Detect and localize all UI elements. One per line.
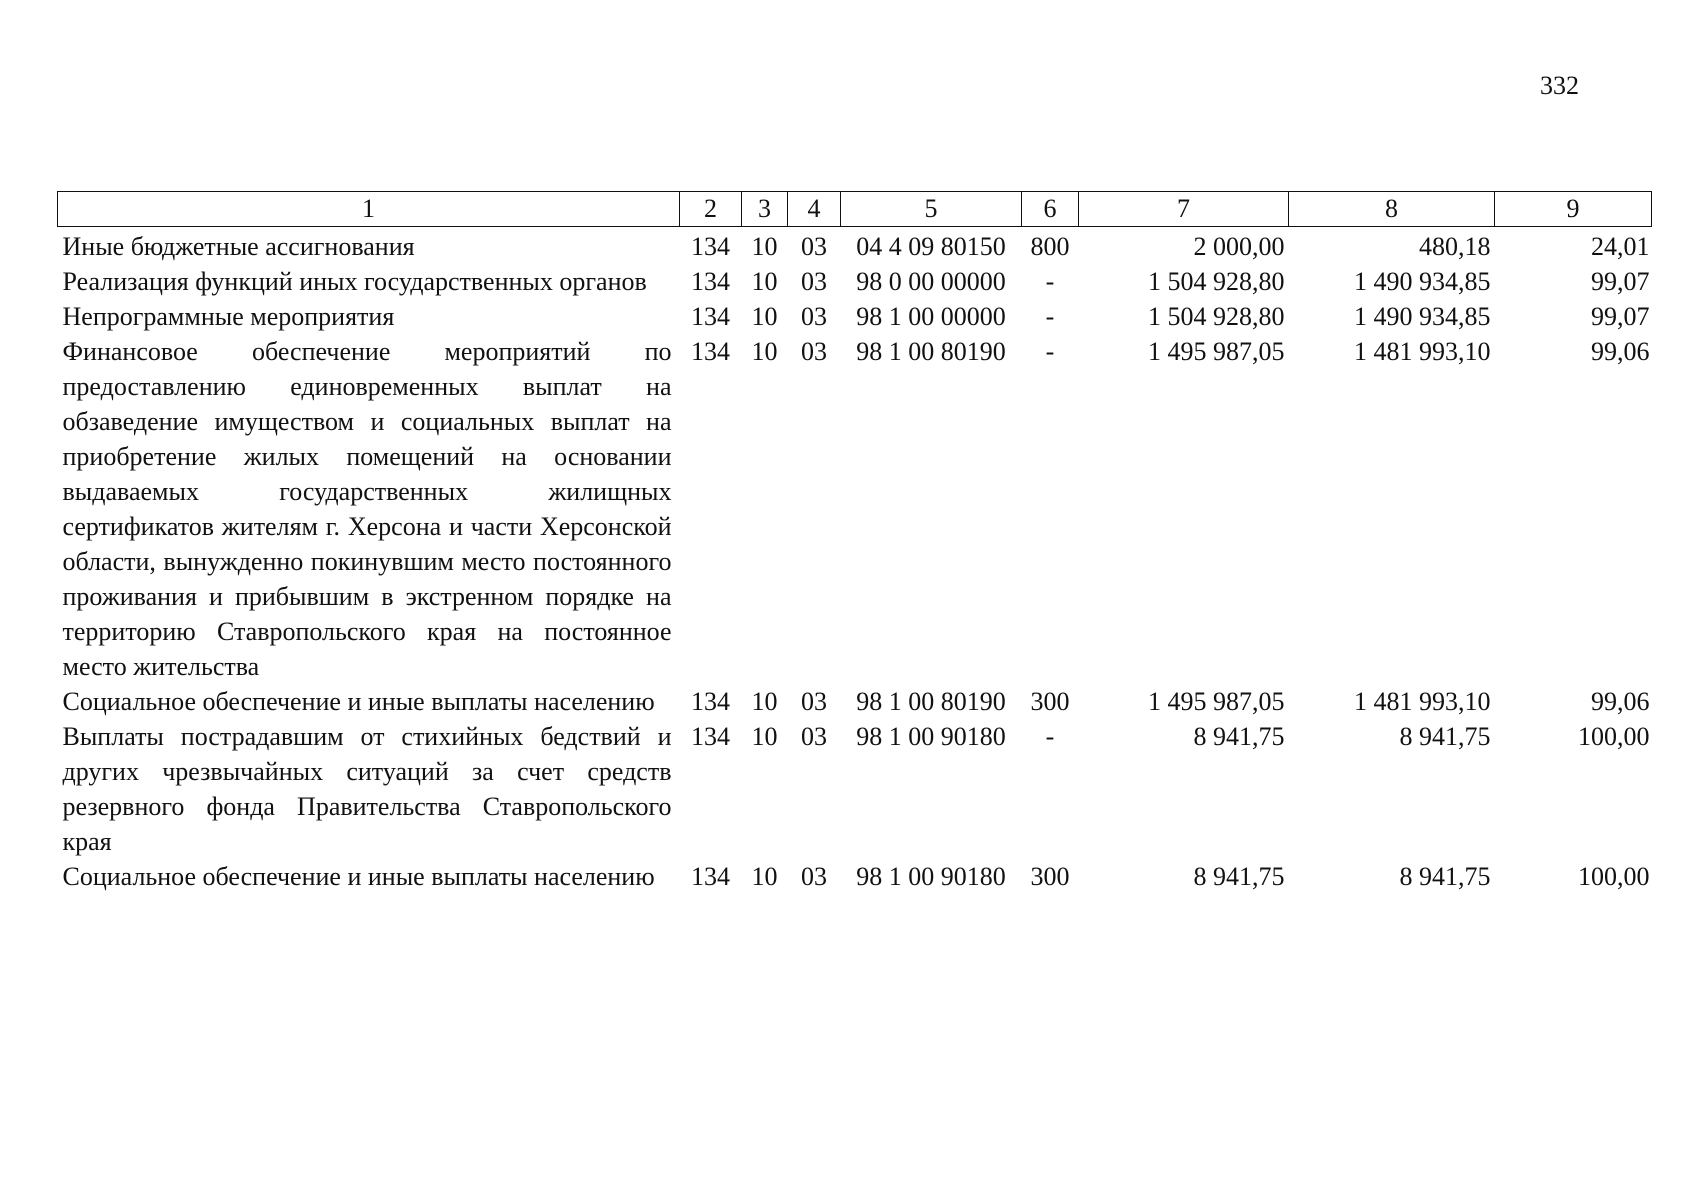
- row-actual: 1 490 934,85: [1354, 302, 1491, 331]
- row-planned: 8 941,75: [1193, 862, 1285, 891]
- row-percent: 24,01: [1591, 232, 1650, 261]
- row-expense-type: 300: [1030, 862, 1070, 891]
- row-planned: 1 504 928,80: [1148, 302, 1285, 331]
- table-row: [58, 859, 1652, 894]
- row-target-code: 98 0 00 00000: [856, 267, 1006, 296]
- row-name: Непрограммные мероприятия: [62, 302, 395, 331]
- row-name: Социальное обеспечение и иные выплаты населению: [62, 687, 655, 716]
- row-subsection-code: 03: [801, 337, 827, 366]
- row-ministry-code: 134: [691, 687, 730, 716]
- row-subsection-code: 03: [801, 722, 827, 751]
- row-expense-type: 800: [1030, 232, 1070, 261]
- row-planned: 2 000,00: [1193, 232, 1285, 261]
- table-header: [58, 192, 1652, 227]
- row-ministry-code: 134: [691, 267, 730, 296]
- row-ministry-code: 134: [691, 337, 730, 366]
- row-target-code: 98 1 00 90180: [856, 722, 1006, 751]
- row-target-code: 98 1 00 80190: [856, 687, 1006, 716]
- header-cell-9: 9: [1495, 192, 1652, 227]
- row-actual: 480,18: [1419, 232, 1491, 261]
- row-section-code: 10: [751, 722, 778, 751]
- row-target-code: 98 1 00 80190: [856, 337, 1006, 366]
- table-row: [58, 334, 1652, 684]
- row-name: Реализация функций иных государственных органов: [62, 267, 647, 296]
- row-name: Выплаты пострадавшим от стихийных бедствий и других чрезвычайных ситуаций за счет средств резервного фонда Правительства Ставропольского края: [62, 722, 672, 856]
- row-section-code: 10: [751, 862, 778, 891]
- row-subsection-code: 03: [801, 232, 827, 261]
- row-percent: 99,07: [1591, 302, 1650, 331]
- row-target-code: 04 4 09 80150: [856, 232, 1006, 261]
- header-cell-2: 2: [680, 192, 742, 227]
- row-subsection-code: 03: [801, 687, 827, 716]
- row-ministry-code: 134: [691, 862, 730, 891]
- row-section-code: 10: [751, 687, 778, 716]
- row-expense-type: -: [1045, 267, 1055, 296]
- page-number: 332: [1540, 71, 1579, 100]
- row-actual: 8 941,75: [1399, 862, 1491, 891]
- header-cell-8: 8: [1289, 192, 1495, 227]
- row-expense-type: 300: [1030, 687, 1070, 716]
- row-expense-type: -: [1045, 722, 1055, 751]
- table-row: [58, 684, 1652, 719]
- header-cell-3: 3: [742, 192, 788, 227]
- budget-table: [57, 191, 1652, 894]
- row-expense-type: -: [1045, 302, 1055, 331]
- row-ministry-code: 134: [691, 302, 730, 331]
- row-section-code: 10: [751, 267, 778, 296]
- table-row: [58, 719, 1652, 859]
- header-cell-6: 6: [1022, 192, 1079, 227]
- row-planned: 1 495 987,05: [1148, 337, 1285, 366]
- table-row: [58, 227, 1652, 265]
- row-percent: 99,07: [1591, 267, 1650, 296]
- row-section-code: 10: [751, 302, 778, 331]
- row-planned: 1 504 928,80: [1148, 267, 1285, 296]
- header-cell-1: 1: [58, 192, 680, 227]
- row-subsection-code: 03: [801, 862, 827, 891]
- row-target-code: 98 1 00 00000: [856, 302, 1006, 331]
- header-row: [58, 192, 1652, 227]
- row-name: Финансовое обеспечение мероприятий по предоставлению единовременных выплат на обзаведение имуществом и социальных выплат на приобретение жилых помещений на основании выдаваемых государственных жилищных сертификатов жителям г. Херсона и части Херсонской области, вынужденно покинувшим место постоянного проживания и прибывшим в экстренном порядке на территорию Ставропольского края на постоянное место жительства: [62, 337, 672, 681]
- row-target-code: 98 1 00 90180: [856, 862, 1006, 891]
- row-subsection-code: 03: [801, 267, 827, 296]
- row-name: Иные бюджетные ассигнования: [62, 232, 415, 261]
- row-percent: 99,06: [1591, 687, 1650, 716]
- row-planned: 8 941,75: [1193, 722, 1285, 751]
- header-cell-7: 7: [1079, 192, 1289, 227]
- row-expense-type: -: [1045, 337, 1055, 366]
- row-percent: 99,06: [1591, 337, 1650, 366]
- header-cell-5: 5: [841, 192, 1022, 227]
- row-actual: 8 941,75: [1399, 722, 1491, 751]
- row-planned: 1 495 987,05: [1148, 687, 1285, 716]
- row-actual: 1 481 993,10: [1354, 337, 1491, 366]
- header-cell-4: 4: [788, 192, 841, 227]
- table-body: [58, 227, 1652, 895]
- row-actual: 1 490 934,85: [1354, 267, 1491, 296]
- row-subsection-code: 03: [801, 302, 827, 331]
- table-row: [58, 299, 1652, 334]
- table-row: [58, 264, 1652, 299]
- row-section-code: 10: [751, 232, 778, 261]
- row-percent: 100,00: [1578, 722, 1650, 751]
- row-ministry-code: 134: [691, 232, 730, 261]
- row-ministry-code: 134: [691, 722, 730, 751]
- row-name: Социальное обеспечение и иные выплаты населению: [62, 862, 655, 891]
- row-section-code: 10: [751, 337, 778, 366]
- row-percent: 100,00: [1578, 862, 1650, 891]
- row-actual: 1 481 993,10: [1354, 687, 1491, 716]
